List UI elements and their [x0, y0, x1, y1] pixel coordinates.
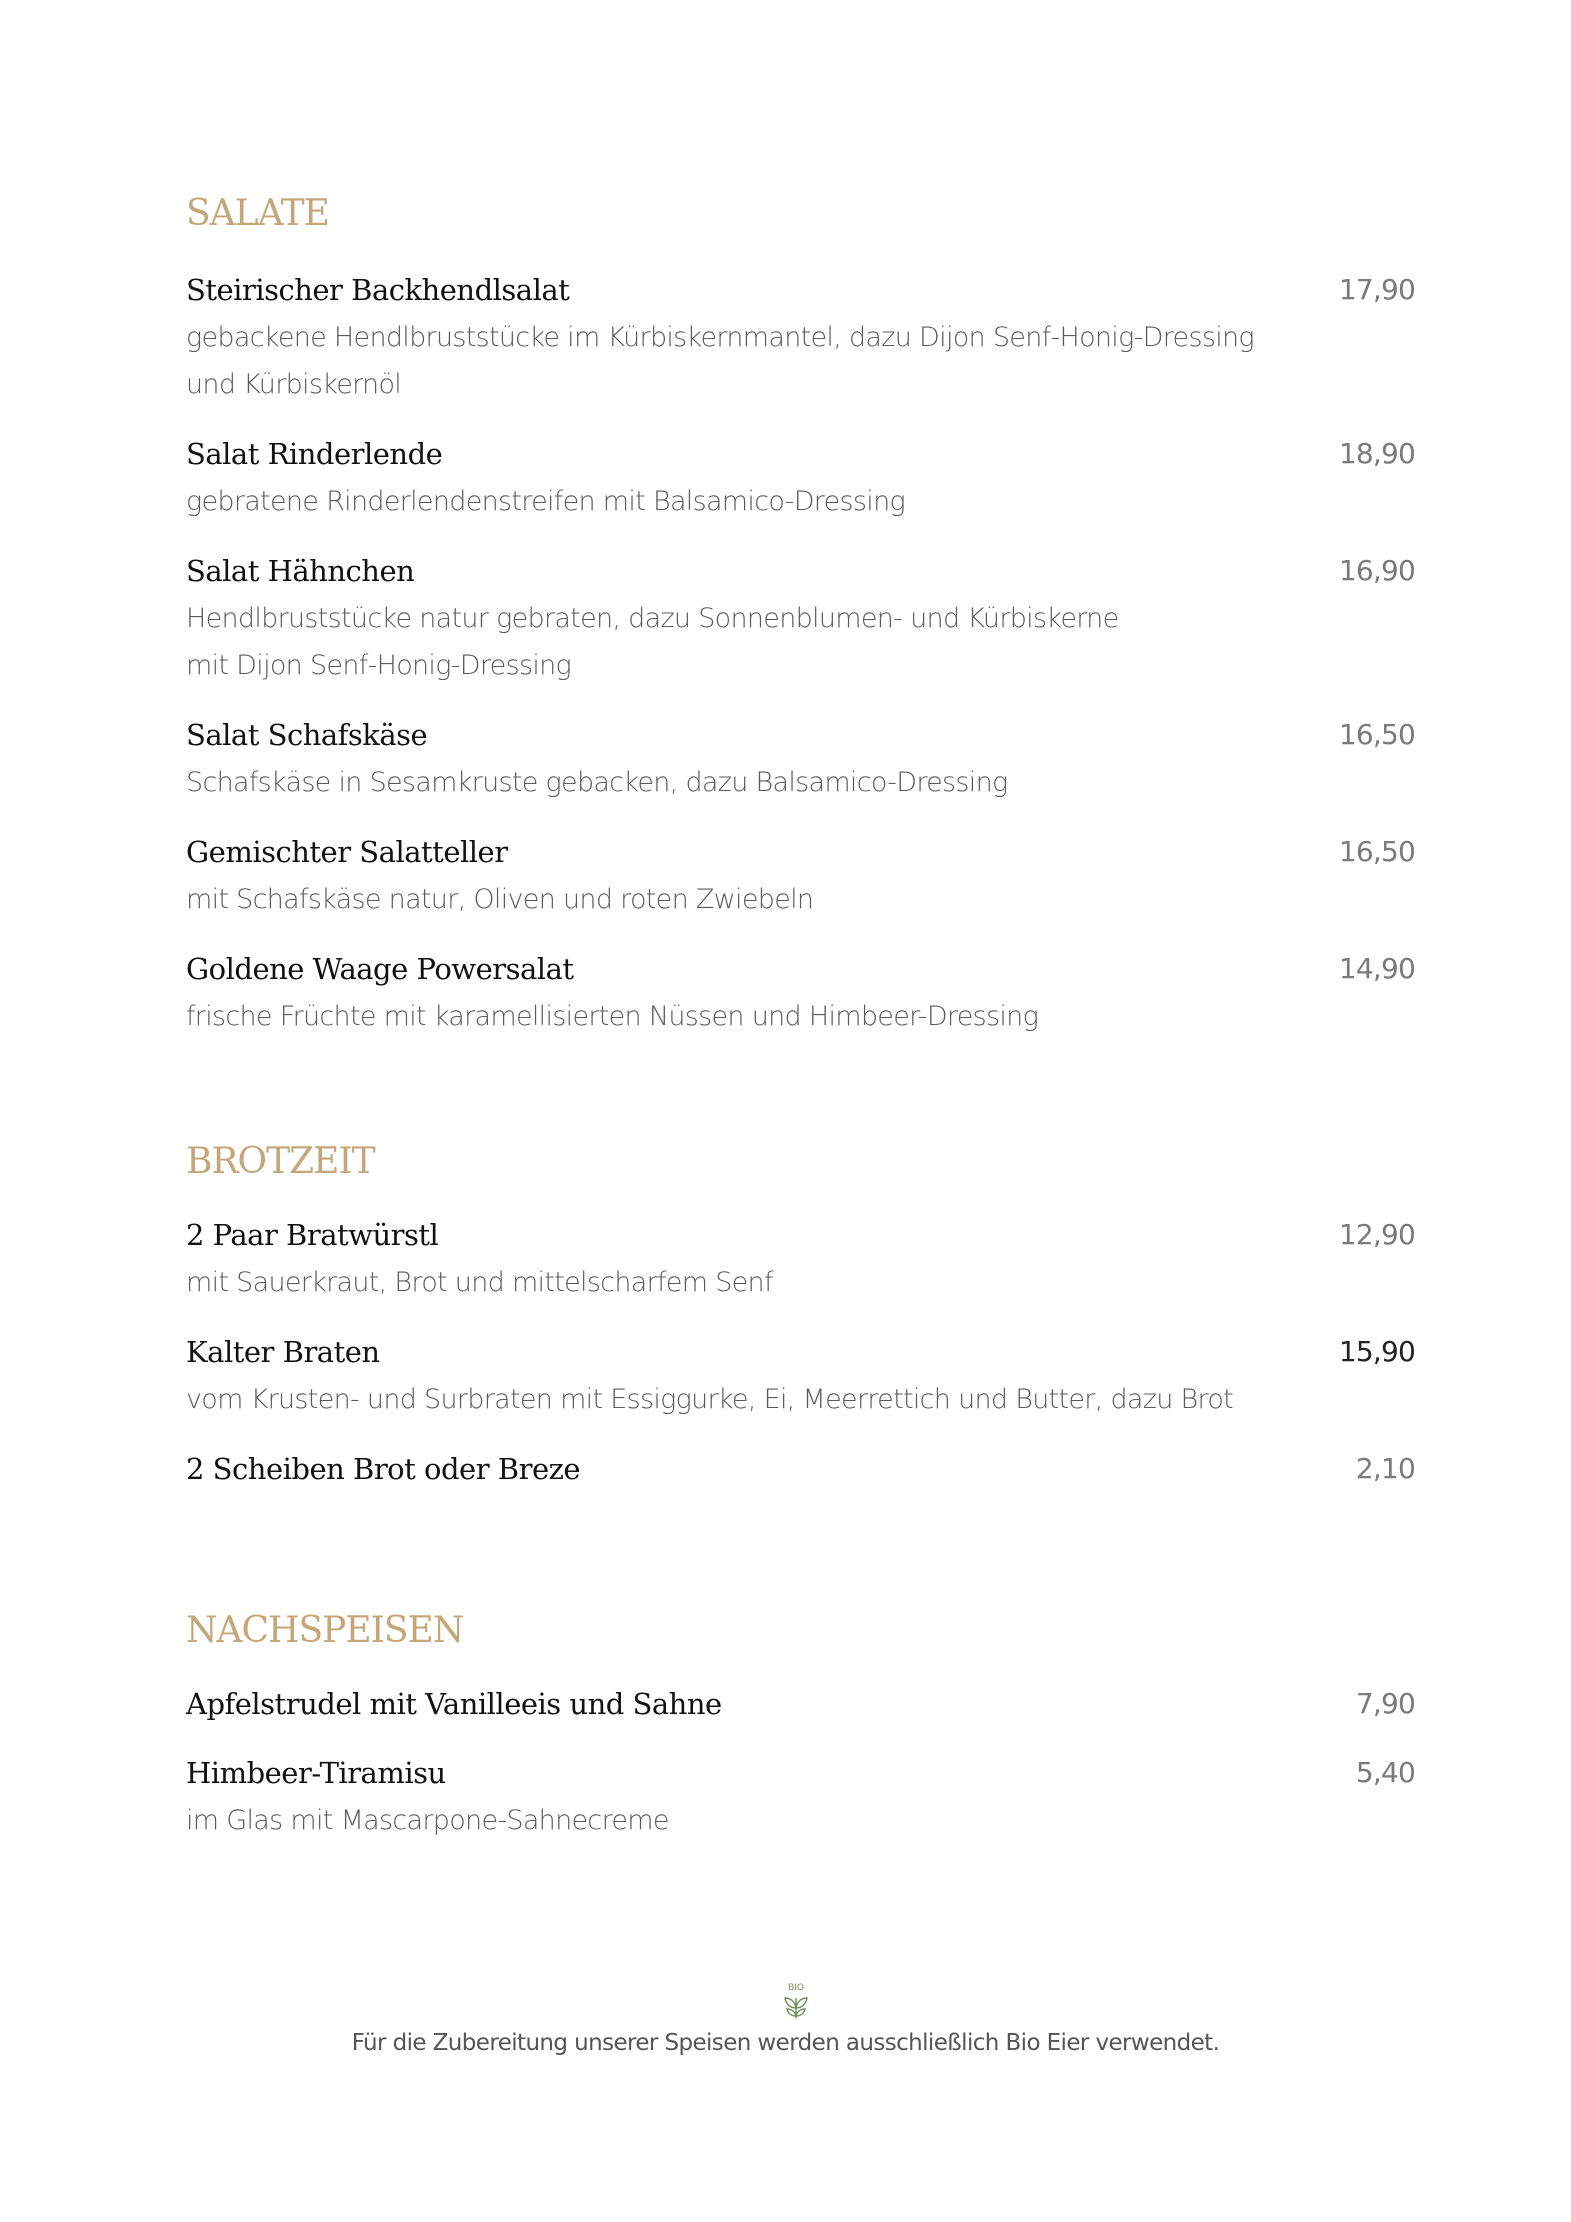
- menu-item-price: 5,40: [1355, 1756, 1415, 1789]
- menu-item-name: Gemischter Salatteller: [186, 835, 508, 869]
- section-title-nachspeisen: NACHSPEISEN: [186, 1610, 464, 1651]
- bio-icon-label: BIO: [788, 1983, 804, 1993]
- menu-item-price: 14,90: [1338, 952, 1415, 985]
- menu-item-description: gebratene Rinderlendenstreifen mit Balsamico-Dressing: [186, 486, 905, 517]
- menu-item-description: Hendlbruststücke natur gebraten, dazu Sonnenblumen- und Kürbiskerne: [186, 603, 1119, 634]
- menu-item-price: 2,10: [1355, 1452, 1415, 1485]
- menu-item-price: 12,90: [1338, 1218, 1415, 1251]
- menu-item-description: und Kürbiskernöl: [186, 369, 402, 400]
- menu-item-price: 16,90: [1338, 554, 1415, 587]
- menu-item-price: 7,90: [1355, 1687, 1415, 1720]
- menu-item-name: Salat Hähnchen: [186, 554, 415, 588]
- section-title-salate: SALATE: [186, 193, 329, 234]
- menu-item-description: Schafskäse in Sesamkruste gebacken, dazu Balsamico-Dressing: [186, 767, 1008, 798]
- menu-item-name: Salat Rinderlende: [186, 437, 443, 471]
- menu-item-description: frische Früchte mit karamellisierten Nüssen und Himbeer-Dressing: [186, 1001, 1039, 1032]
- menu-item-price: 16,50: [1338, 835, 1415, 868]
- menu-item-price: 17,90: [1338, 273, 1415, 306]
- menu-item-name: Himbeer-Tiramisu: [186, 1756, 446, 1790]
- section-title-brotzeit: BROTZEIT: [186, 1141, 375, 1182]
- menu-item-name: Steirischer Backhendlsalat: [186, 273, 570, 307]
- menu-item-description: gebackene Hendlbruststücke im Kürbiskernmantel, dazu Dijon Senf-Honig-Dressing: [186, 322, 1254, 353]
- menu-item-price: 16,50: [1338, 718, 1415, 751]
- menu-item-name: Apfelstrudel mit Vanilleeis und Sahne: [186, 1687, 722, 1721]
- menu-item-price: 15,90: [1338, 1335, 1415, 1368]
- menu-item-description: mit Dijon Senf-Honig-Dressing: [186, 650, 572, 681]
- menu-item-name: 2 Paar Bratwürstl: [186, 1218, 439, 1252]
- menu-item-name: Salat Schafskäse: [186, 718, 428, 752]
- menu-item-name: 2 Scheiben Brot oder Breze: [186, 1452, 581, 1486]
- menu-item-price: 18,90: [1338, 437, 1415, 470]
- menu-item-description: mit Sauerkraut, Brot und mittelscharfem Senf: [186, 1267, 773, 1298]
- bio-leaf-icon: [774, 1978, 818, 2022]
- menu-item-name: Goldene Waage Powersalat: [186, 952, 574, 986]
- menu-item-description: im Glas mit Mascarpone-Sahnecreme: [186, 1805, 669, 1836]
- footer-note: Für die Zubereitung unserer Speisen werden ausschließlich Bio Eier verwendet.: [351, 2030, 1220, 2056]
- menu-item-name: Kalter Braten: [186, 1335, 380, 1369]
- menu-item-description: mit Schafskäse natur, Oliven und roten Zwiebeln: [186, 884, 814, 915]
- menu-item-description: vom Krusten- und Surbraten mit Essiggurke, Ei, Meerrettich und Butter, dazu Brot: [186, 1384, 1234, 1415]
